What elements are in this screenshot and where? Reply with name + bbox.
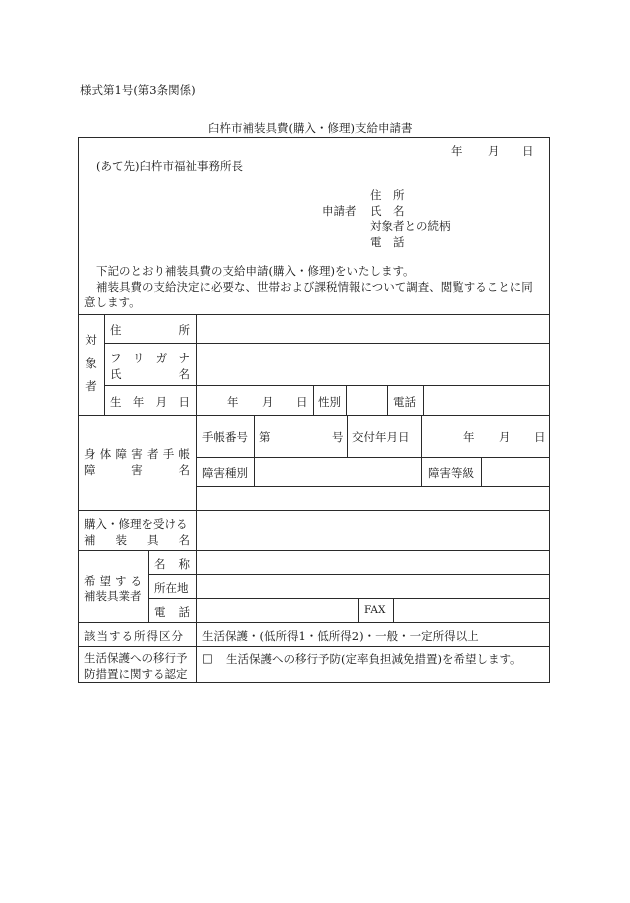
issue-month: 月: [499, 430, 511, 444]
form-number: 様式第1号(第3条関係): [80, 83, 196, 97]
vendor-phone-label: 電 話: [154, 605, 190, 619]
issue-year: 年: [463, 430, 475, 444]
disability-type-label: 障害種別: [202, 466, 248, 480]
applicant-name-label: 氏 名: [370, 204, 405, 218]
handbook-number-label: 手帳番号: [202, 430, 248, 444]
transition-checkbox[interactable]: □: [202, 651, 213, 665]
statement-line-2: 補装具費の支給決定に必要な、世帯および課税情報について調査、閲覧することに同: [96, 280, 533, 294]
date-day: 日: [522, 144, 534, 158]
statement-line-1: 下記のとおり補装具費の支給申請(購入・修理)をいたします。: [96, 264, 415, 278]
birth-day: 日: [296, 395, 308, 409]
handbook-label: 身 体 障 害 者 手 帳: [84, 447, 190, 461]
transition-option-text: 生活保護への移行予防(定率負担減免措置)を希望します。: [226, 652, 522, 666]
income-label: 該当する所得区分: [84, 629, 184, 643]
issue-day: 日: [534, 430, 546, 444]
statement-line-3: 意します。: [84, 295, 141, 309]
vendor-name-label: 名 称: [154, 557, 190, 571]
gender-label: 性別: [318, 395, 341, 409]
handbook-number-prefix: 第: [259, 430, 271, 444]
birth-month: 月: [262, 395, 274, 409]
applicant-phone-label: 電 話: [370, 235, 405, 249]
subject-address-label: 住 所: [110, 323, 190, 337]
device-label-line2: 補 装 具 名: [84, 533, 190, 547]
transition-label-line2: 防措置に関する認定: [84, 667, 188, 681]
vendor-location-label: 所在地: [154, 581, 189, 595]
date-month: 月: [488, 144, 500, 158]
vendor-fax-label: FAX: [364, 604, 386, 616]
applicant-relation-label: 対象者との続柄: [370, 219, 451, 233]
addressee: (あて先)臼杵市福祉事務所長: [96, 159, 243, 173]
transition-label-line1: 生活保護への移行予: [84, 651, 188, 665]
income-options: 生活保護・(低所得1・低所得2)・一般・一定所得以上: [202, 629, 479, 643]
disability-grade-label: 障害等級: [428, 466, 474, 480]
date-year: 年: [451, 144, 463, 158]
issue-date-label: 交付年月日: [352, 430, 410, 444]
disability-name-label: 障 害 名: [84, 463, 190, 477]
subject-birth-label: 生 年 月 日: [110, 395, 190, 409]
vendor-label-line2: 補装具業者: [84, 589, 142, 603]
applicant-label: 申請者: [322, 204, 357, 218]
form-title: 臼杵市補装具費(購入・修理)支給申請書: [208, 121, 413, 135]
handbook-number-suffix: 号: [332, 430, 344, 444]
subject-section-label: 対 象 者: [85, 333, 97, 393]
vendor-label-line1: 希 望 す る: [84, 574, 142, 588]
subject-furigana-label: フ リ ガ ナ: [110, 351, 190, 365]
subject-name-label: 氏 名: [110, 367, 190, 381]
applicant-address-label: 住 所: [370, 188, 405, 202]
phone-label: 電話: [393, 395, 416, 409]
birth-year: 年: [227, 395, 239, 409]
device-label-line1: 購入・修理を受ける: [84, 517, 188, 531]
